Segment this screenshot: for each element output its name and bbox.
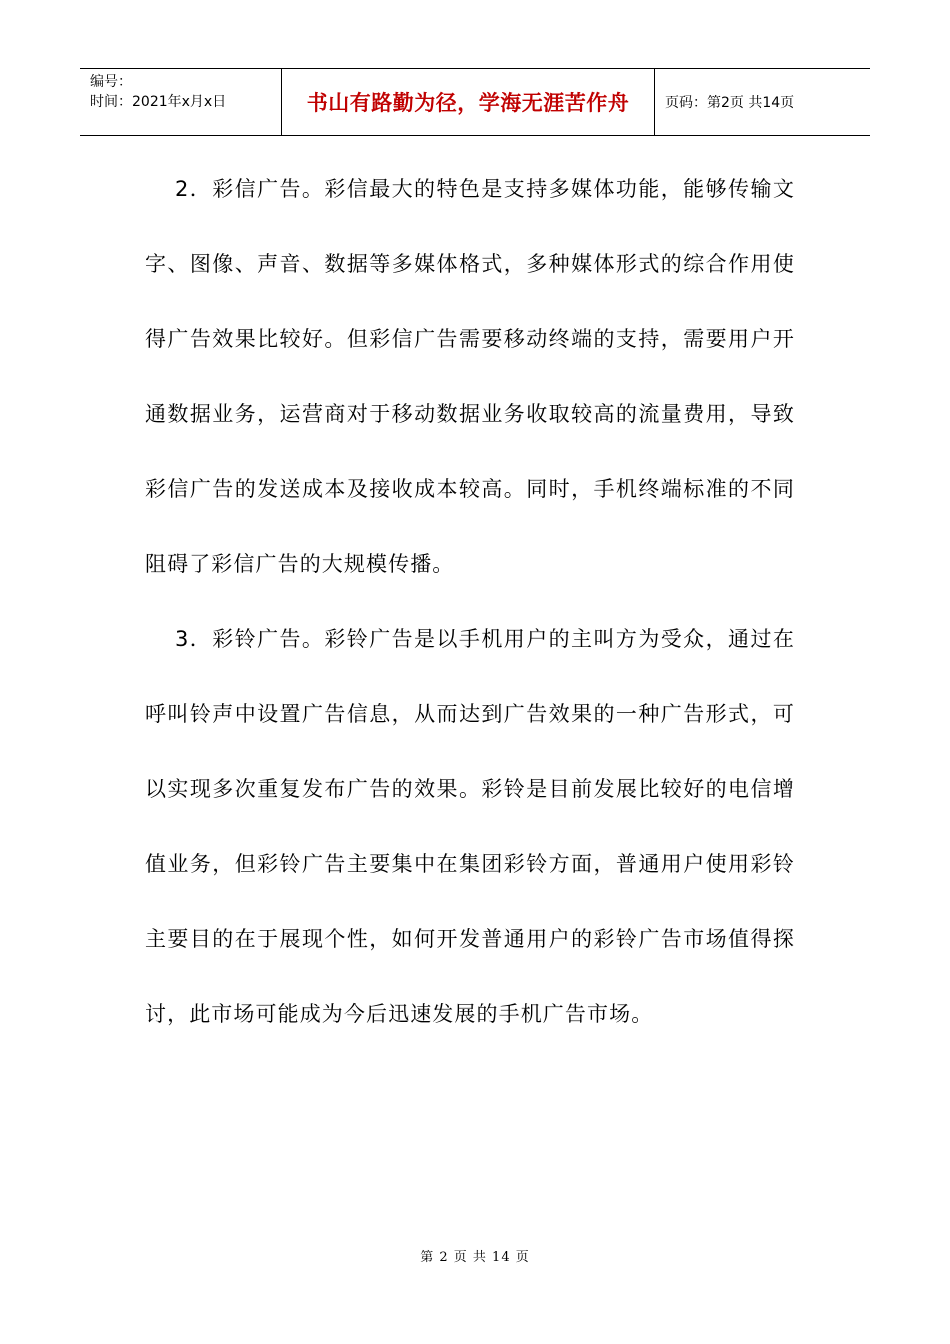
header-page-code-cell bbox=[655, 69, 870, 135]
header-page-code: 页码：第2页 共14页 bbox=[665, 95, 795, 111]
page-footer: 第 2 页 共 14 页 bbox=[420, 1250, 530, 1265]
header-motto: 书山有路勤为径，学海无涯苦作舟 bbox=[306, 91, 630, 115]
document-number-label: 编号： bbox=[90, 74, 132, 90]
page-header bbox=[80, 68, 870, 136]
header-motto-cell bbox=[281, 69, 655, 135]
paragraph-mms-ads: 2．彩信广告。彩信最大的特色是支持多媒体功能，能够传输文字、图像、声音、数据等多媒体格式，多种媒体形式的综合作用使得广告效果比较好。但彩信广告需要移动终端的支持，需要用户开通数据业务，运营商对于移动数据业务收取较高的流量费用，导致彩信广告的发送成本及接收成本较高。同时，手机终端标准的不同阻碍了彩信广告的大规模传播。 bbox=[145, 177, 795, 576]
header-meta bbox=[80, 69, 281, 135]
paragraph-ringback-ads: 3．彩铃广告。彩铃广告是以手机用户的主叫方为受众，通过在呼叫铃声中设置广告信息，从而达到广告效果的一种广告形式，可以实现多次重复发布广告的效果。彩铃是目前发展比较好的电信增值业务，但彩铃广告主要集中在集团彩铃方面，普通用户使用彩铃主要目的在于展现个性，如何开发普通用户的彩铃广告市场值得探讨，此市场可能成为今后迅速发展的手机广告市场。 bbox=[145, 627, 795, 1026]
document-time: 时间：2021年x月x日 bbox=[90, 94, 227, 110]
document-body bbox=[145, 152, 795, 1052]
